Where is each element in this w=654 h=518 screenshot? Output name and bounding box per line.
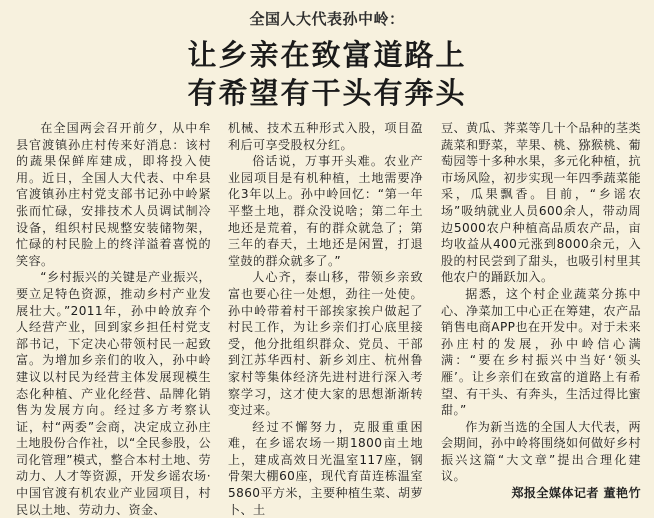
article-kicker: 全国人大代表孙中岭： — [249, 10, 405, 28]
paragraph: 作为新当选的全国人大代表，两会期间，孙中岭将围绕如何做好乡村振兴这篇“大文章”提出合理化建议。 — [441, 419, 641, 484]
article-column-1 — [16, 120, 211, 517]
reporter-byline: 郑报全媒体记者 董艳竹 — [511, 486, 641, 501]
paragraph-continued: 豆、黄瓜、荠菜等几十个品种的茎类蔬菜和野菜，苹果、桃、猕猴桃、葡萄园等十多种水果，多元化种植，抗市场风险，初步实现一年四季蔬菜能采，瓜果飘香。目前，“乡谣农场”吸纳就业人员600余人，带动周边5000农户种植高品质农产品，亩均收益从400元涨到8000余元，入股的村民尝到了甜头，也吸引村里其他农户的踊跃加入。 — [441, 121, 641, 285]
headline-line-2: 有希望有干头有奔头 — [187, 76, 467, 110]
paragraph: “乡村振兴的关键是产业振兴，要立足特色资源，推动乡村产业发展壮大。”2011年，孙中岭放弃个人经营产业，回到家乡担任村党支部书记，下定决心带领村民一起致富。为增加乡亲们的收入，孙中岭建议以村民为经营主体发展现模生态化种植、产业化经营、品牌化销售为发展方向。经过多方考察认证，村“两委”会商，决定成立孙庄土地股份合作社，以“全民参股，公司化管理”模式，整合本村土地、劳动力、人才等资源，开发乡谣农场·中国官渡有机农业产业园项目，村民以土地、劳动力、资金、 — [16, 270, 211, 517]
headline-line-1: 让乡亲在致富道路上 — [187, 38, 467, 72]
article-headline — [0, 36, 654, 112]
paragraph: 人心齐，泰山移，带领乡亲致富也要心往一处想，劲往一处使。孙中岭带着村干部挨家挨户做起了村民工作，为让乡亲们打心底里接受，他分批组织群众、党员、干部到江苏华西村、新乡刘庄、杭州鲁家村等集体经济先进村进行深入考察学习，这才使大家的思想渐渐转变过来。 — [228, 270, 423, 418]
paragraph: 俗话说，万事开头难。农业产业园项目是有机种植，土地需要净化3年以上。孙中岭回忆：“第一年平整土地，群众没说啥；第二年土地还是荒着，有的群众就急了；第三年的春天，土地还是闲置，打退堂鼓的群众就多了。” — [228, 154, 423, 268]
article-column-2 — [228, 120, 423, 517]
paragraph: 在全国两会召开前夕，从中牟县官渡镇孙庄村传来好消息：该村的蔬果保鲜库建成，即将投入使用。近日，全国人大代表、中牟县官渡镇孙庄村党支部书记孙中岭紧张而忙碌，安排技术人员调试制冷设备，组织村民规整安装储物架，忙碌的村民脸上的终洋溢着喜悦的笑容。 — [16, 121, 211, 268]
paragraph-continued: 机械、技术五种形式入股，项目盈利后可享受股权分红。 — [228, 121, 423, 152]
paragraph: 据悉，这个村企业蔬菜分拣中心、净菜加工中心正在筹建，农产品销售电商APP也在开发中。对于未来孙庄村的发展，孙中岭信心满满：“要在乡村振兴中当好‘领头雁’。让乡亲们在致富的道路上有希望、有干头、有奔头，生活过得比蜜甜。” — [441, 286, 641, 418]
paragraph: 经过不懈努力，克服重重困难，在乡谣农场一期1800亩土地上，建成高效日光温室117座，钢骨架大棚60座，现代育苗连栋温室5860平方米，主要种植生菜、胡萝卜、土 — [228, 419, 423, 517]
article-column-3 — [441, 120, 641, 501]
